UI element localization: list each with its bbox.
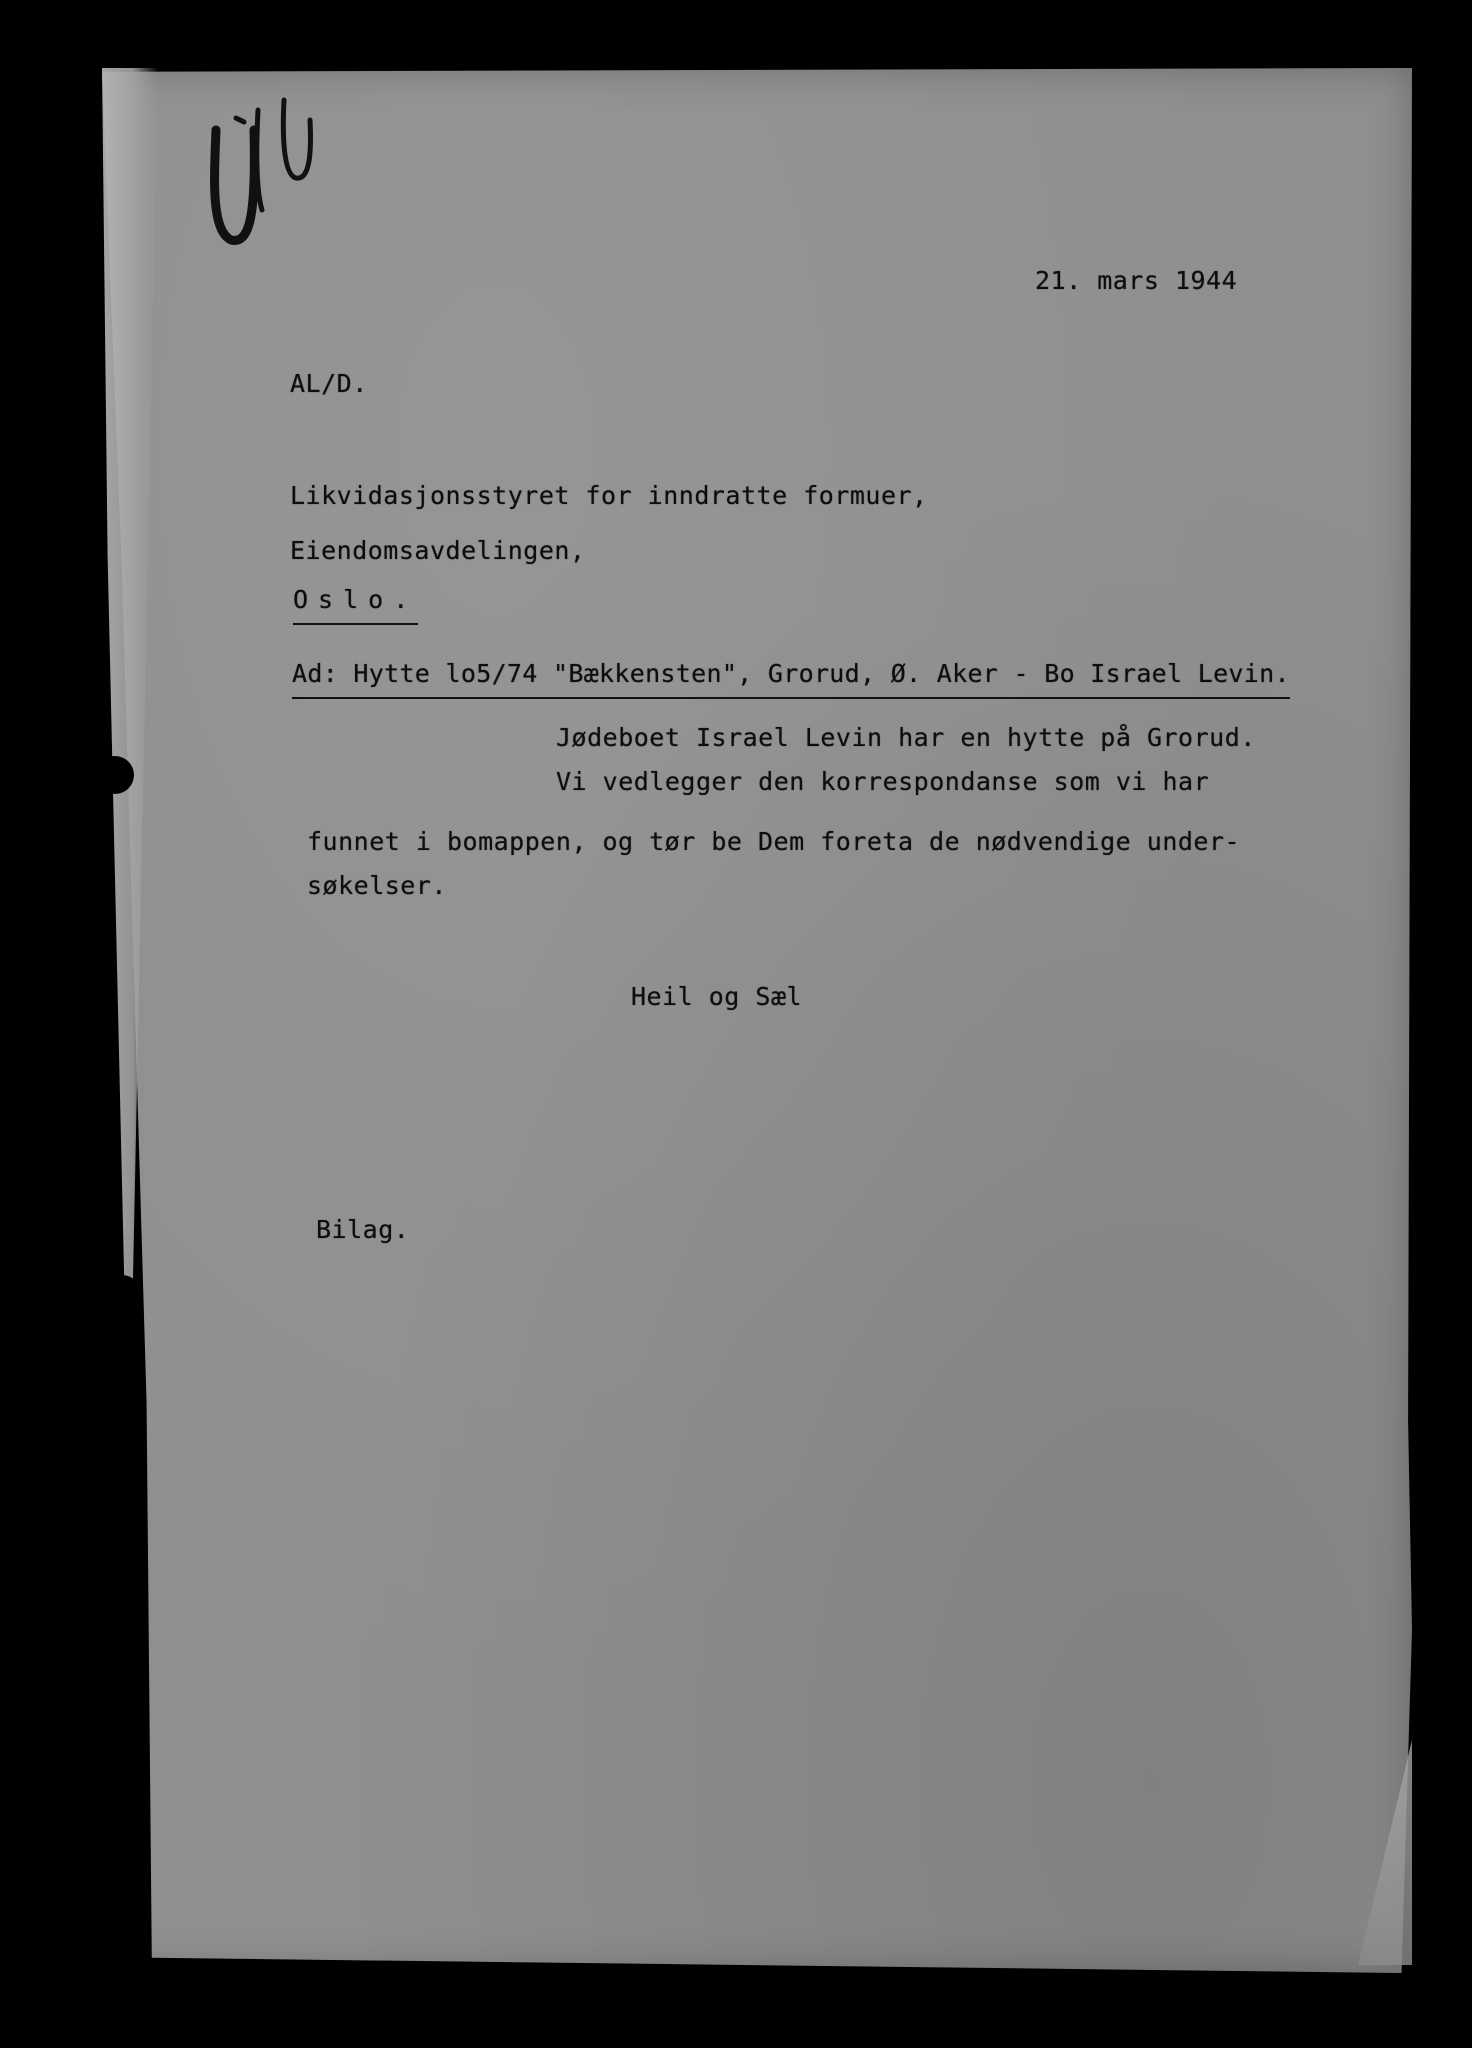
subject-line: Ad: Hytte lo5/74 "Bækkensten", Grorud, Ø. Aker - Bo Israel Levin.	[292, 654, 1290, 699]
recipient-city: Oslo.	[293, 580, 418, 625]
enclosure-note: Bilag.	[316, 1215, 410, 1244]
punch-hole-bottom	[103, 1275, 141, 1313]
closing-salutation: Heil og Sæl	[631, 982, 803, 1011]
body-line-2: Vi vedlegger den korrespondanse som vi har	[556, 767, 1210, 796]
reference-code: AL/D.	[290, 369, 368, 398]
recipient-line-2: Eiendomsavdelingen,	[290, 536, 586, 565]
handwritten-mark	[196, 60, 326, 260]
punch-hole-top	[96, 756, 134, 794]
recipient-line-1: Likvidasjonsstyret for inndratte formuer,	[290, 481, 928, 510]
body-line-3: funnet i bomappen, og tør be Dem foreta de nødvendige under-	[307, 827, 1241, 856]
body-line-1: Jødeboet Israel Levin har en hytte på Grorud.	[556, 723, 1256, 752]
letter-date: 21. mars 1944	[1035, 266, 1238, 295]
paper-sheet	[102, 68, 1412, 1973]
body-line-4: søkelser.	[307, 871, 447, 900]
